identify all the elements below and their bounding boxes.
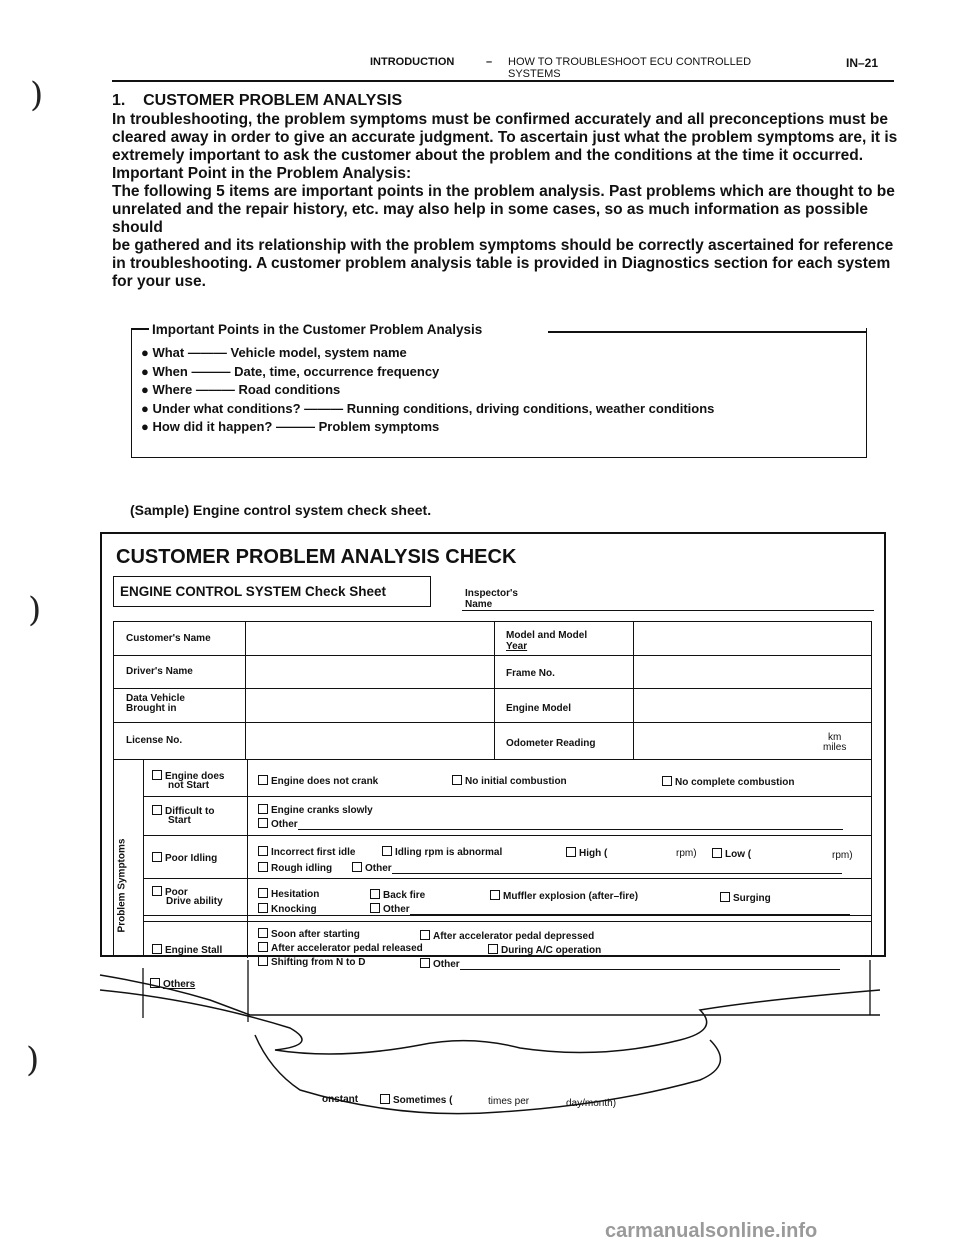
row-poor-drive-ability-2: Drive ability	[166, 896, 223, 907]
point-item: ● Where ——— Road conditions	[141, 382, 341, 397]
opt-poor-idling-other: Other	[352, 862, 842, 874]
odometer-label: Odometer Reading	[506, 738, 596, 749]
date-label-1: Data Vehicle	[126, 693, 185, 704]
opt-soon-after-starting: Soon after starting	[258, 928, 360, 940]
km-label: km	[828, 732, 842, 743]
row-difficult-to-start: Difficult to	[152, 805, 214, 817]
checkbox[interactable]	[380, 1094, 390, 1104]
opt-stall-other: Other	[420, 958, 840, 970]
model-year-label-2: Year	[506, 641, 528, 652]
opt-engine-cranks-slowly: Engine cranks slowly	[258, 804, 373, 816]
freq-times-per: times per	[488, 1096, 530, 1107]
row-engine-not-start: Engine does	[152, 770, 224, 782]
opt-difficult-other: Other	[258, 818, 843, 830]
inspector-label-2: Name	[465, 599, 493, 610]
engine-model-label: Engine Model	[506, 703, 571, 714]
miles-label: miles	[823, 742, 847, 753]
opt-engine-does-not-crank: Engine does not crank	[258, 775, 378, 787]
watermark: carmanualsonline.info	[605, 1220, 818, 1242]
point-item: ● What ——— Vehicle model, system name	[141, 345, 407, 360]
intro-line: for your use.	[112, 273, 206, 290]
opt-after-pedal-depressed: After accelerator pedal depressed	[420, 930, 594, 942]
intro-line: extremely important to ask the customer about the problem and the conditions at the time it occurred.	[112, 147, 864, 164]
opt-idling-rpm-abnormal: Idling rpm is abnormal	[382, 846, 502, 858]
opt-others: Others	[150, 978, 195, 990]
date-label-2: Brought in	[126, 703, 177, 714]
opt-hesitation: Hesitation	[258, 888, 319, 900]
margin-mark-3: )	[26, 1040, 40, 1080]
intro-line: cleared away in order to give an accurate judgment. To ascertain just what the problem symptoms are, it is	[112, 129, 898, 146]
driver-name-label: Driver's Name	[126, 666, 193, 677]
row-engine-stall: Engine Stall	[152, 944, 222, 956]
model-year-label-1: Model and Model	[506, 630, 588, 641]
opt-low: Low (	[712, 848, 751, 860]
opt-after-pedal-released: After accelerator pedal released	[258, 942, 423, 954]
opt-muffler-explosion: Muffler explosion (after–fire)	[490, 890, 638, 902]
opt-no-initial-combustion: No initial combustion	[452, 775, 567, 787]
freq-constant: onstant	[322, 1094, 359, 1105]
opt-drive-other: Other	[370, 903, 850, 915]
problem-symptoms-label: Problem Symptoms	[116, 838, 128, 933]
opt-incorrect-first-idle: Incorrect first idle	[258, 846, 355, 858]
freq-sometimes: Sometimes (	[380, 1094, 452, 1106]
header-title-2: SYSTEMS	[508, 68, 561, 80]
header-title-1: HOW TO TROUBLESHOOT ECU CONTROLLED	[508, 56, 752, 68]
points-box-title: Important Points in the Customer Problem Analysis	[152, 322, 483, 337]
sample-caption: (Sample) Engine control system check sheet.	[130, 502, 432, 518]
opt-back-fire: Back fire	[370, 889, 425, 901]
opt-shifting-n-to-d: Shifting from N to D	[258, 956, 365, 968]
header-dash: –	[486, 56, 493, 68]
point-item: ● When ——— Date, time, occurrence frequency	[141, 363, 440, 379]
margin-mark-2: )	[28, 590, 42, 630]
point-item: ● How did it happen? ——— Problem symptoms	[141, 419, 440, 434]
row-poor-idling: Poor Idling	[152, 852, 217, 864]
opt-no-complete-combustion: No complete combustion	[662, 776, 794, 788]
header-page: IN–21	[846, 56, 879, 70]
checkbox[interactable]	[150, 978, 160, 988]
low-rpm-unit: rpm)	[832, 850, 853, 861]
header-section: INTRODUCTION	[370, 56, 455, 68]
row-poor-drive-ability: Poor	[152, 886, 188, 898]
opt-rough-idling: Rough idling	[258, 862, 332, 874]
high-rpm-unit: rpm)	[676, 848, 697, 859]
point-item: ● Under what conditions? ——— Running conditions, driving conditions, weather conditions	[141, 400, 715, 416]
intro-line: be gathered and its relationship with the problem symptoms should be correctly ascertained for reference	[112, 237, 894, 254]
intro-line: In troubleshooting, the problem symptoms must be confirmed accurately and all preconceptions must be	[112, 111, 888, 128]
intro-line: unrelated and the repair history, etc. may also help in some cases, so as much information as possible should	[112, 201, 869, 236]
intro-line: Important Point in the Problem Analysis:	[112, 165, 412, 182]
form-title: CUSTOMER PROBLEM ANALYSIS CHECK	[116, 546, 517, 568]
freq-day-month: day/month)	[566, 1098, 617, 1109]
row-engine-not-start-2: not Start	[168, 780, 210, 791]
opt-knocking: Knocking	[258, 903, 317, 915]
intro-line: The following 5 items are important points in the problem analysis. Past problems which are thought to be	[112, 183, 895, 200]
section-heading: 1. CUSTOMER PROBLEM ANALYSIS	[112, 92, 403, 109]
customer-name-label: Customer's Name	[126, 633, 211, 644]
frame-no-label: Frame No.	[506, 668, 555, 679]
license-no-label: License No.	[126, 735, 183, 746]
opt-during-ac: During A/C operation	[488, 944, 601, 956]
intro-line: in troubleshooting. A customer problem analysis table is provided in Diagnostics section for each system	[112, 255, 891, 272]
inspector-label-1: Inspector's	[465, 588, 518, 599]
check-sheet-label: ENGINE CONTROL SYSTEM Check Sheet	[120, 584, 387, 599]
opt-high: High (	[566, 847, 607, 859]
row-difficult-to-start-2: Start	[168, 815, 191, 826]
opt-surging: Surging	[720, 892, 771, 904]
margin-mark-1: )	[30, 75, 44, 115]
